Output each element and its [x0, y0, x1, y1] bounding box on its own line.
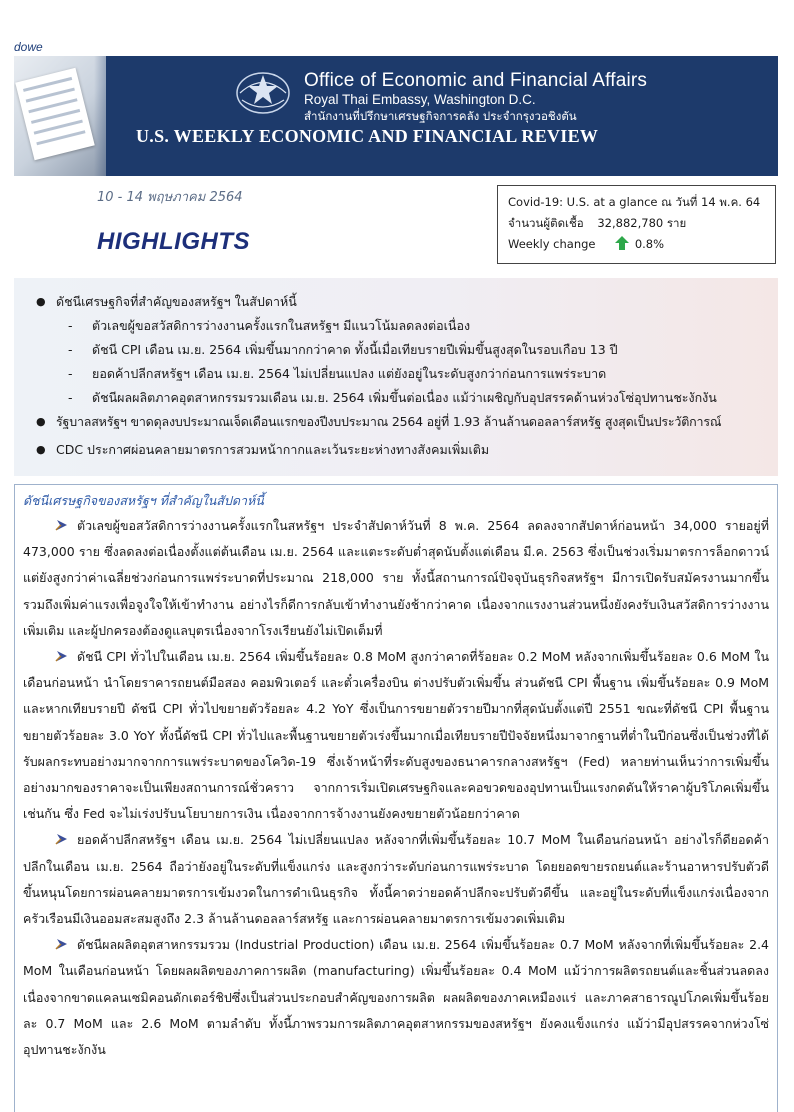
covid-change-value: 0.8% — [634, 237, 665, 251]
highlight-main-1: ● ดัชนีเศรษฐกิจที่สำคัญของสหรัฐฯ ในสัปดาห์นี้ — [30, 290, 768, 314]
highlight-sub-1: - ตัวเลขผู้ขอสวัสดิการว่างงานครั้งแรกในสหรัฐฯ มีแนวโน้มลดลงต่อเนื่อง — [30, 314, 768, 338]
highlight-sub-3: - ยอดค้าปลีกสหรัฐฯ เดือน เม.ย. 2564 ไม่เปลี่ยนแปลง แต่ยังอยู่ในระดับสูงกว่าก่อนการแพร่ระบาด — [30, 362, 768, 386]
highlights-box — [14, 278, 778, 476]
paragraph-retail-sales — [23, 827, 769, 932]
covid-change-label: Weekly change — [508, 237, 596, 251]
banner-title-th: สำนักงานที่ปรึกษาเศรษฐกิจการคลัง ประจำกรุงวอชิงตัน — [304, 109, 577, 123]
paragraph-text: ดัชนี CPI ทั่วไปในเดือน เม.ย. 2564 เพิ่มขึ้นร้อยละ 0.8 MoM สูงกว่าคาดที่ร้อยละ 0.2 MoM หลังจากเพิ่มขึ้นร้อยละ 0.6 MoM ในเดือนก่อนหน้า นำโดยราคารถยนต์มือสอง คอมพิวเตอร์ และตั๋วเครื่องบิน ต่างปรับตัวเพิ่มขึ้น ส่วนดัชนี CPI พื้นฐาน เพิ่มขึ้นร้อยละ 0.9 MoM และหากเทียบรายปี ดัชนี CPI ทั่วไปขยายตัวร้อยละ 4.2 YoY ซึ่งเป็นการขยายตัวรายปีมากที่สุดนับตั้งแต่ปี 2551 ขณะที่ดัชนี CPI พื้นฐานขยายตัวร้อยละ 3.0 YoY ทั้งนี้ดัชนี CPI ทั่วไปและพื้นฐานขยายตัวเร่งขึ้นมากเมื่อเทียบรายปีปัจจัยหนึ่งมาจากฐานที่ต่ำในปีก่อนซึ่งเป็นช่วงที่ได้รับผลกระทบอย่างมากจากการแพร่ระบาดของโควิด-19 ซึ่งเจ้าหน้าที่ระดับสูงของธนาคารกลางสหรัฐฯ (Fed) หลายท่านเห็นว่าการเพิ่มขึ้นอย่างมากของราคาจะเป็นเพียงสถานการณ์ชั่วคราว จากการเริ่มเปิดเศรษฐกิจและคอขวดของอุปทานเป็นแรงกดดันให้ราคาผู้บริโภคเพิ่มขึ้นเช่นกัน ซึ่ง Fed จะไม่เร่งปรับนโยบายการเงิน เนื่องจากการจ้างงานยังคงขยายตัวน้อยกว่าคาด — [23, 649, 769, 822]
section-title: ดัชนีเศรษฐกิจของสหรัฐฯ ที่สำคัญในสัปดาห์นี้ — [23, 493, 264, 508]
bullet-arrow-icon — [55, 518, 69, 532]
covid-cases-label: จำนวนผู้ติดเชื้อ — [508, 216, 584, 230]
covid-cases-row — [508, 213, 765, 234]
paragraph-industrial-production — [23, 932, 769, 1063]
covid-heading: Covid-19: U.S. at a glance ณ วันที่ 14 พ.ค. 64 — [508, 195, 761, 209]
bullet-arrow-icon — [55, 832, 69, 846]
highlight-main-3: ● CDC ประกาศผ่อนคลายมาตรการสวมหน้ากากและเว้นระยะห่างทางสังคมเพิ่มเติม — [30, 438, 768, 462]
highlights-heading: HIGHLIGHTS — [97, 228, 250, 255]
highlight-main-2: ● รัฐบาลสหรัฐฯ ขาดดุลงบประมาณเจ็ดเดือนแรกของปีงบประมาณ 2564 อยู่ที่ 1.93 ล้านล้านดอลลาร์สหรัฐ สูงสุดเป็นประวัติการณ์ — [30, 410, 768, 434]
banner-title-en: Office of Economic and Financial Affairs — [304, 70, 648, 91]
banner-subtitle-en: Royal Thai Embassy, Washington D.C. — [304, 92, 536, 107]
covid-summary-box — [497, 185, 776, 264]
paragraph-text: ดัชนีผลผลิตอุตสาหกรรมรวม (Industrial Production) เดือน เม.ย. 2564 เพิ่มขึ้นร้อยละ 0.7 MoM หลังจากที่เพิ่มขึ้นร้อยละ 2.4 MoM ในเดือนก่อนหน้า โดยผลผลิตของภาคการผลิต (manufacturing) เพิ่มขึ้นร้อยละ 0.4 MoM แม้ว่าการผลิตรถยนต์และชิ้นส่วนลดลงเนื่องจากขาดแคลนเซมิคอนดักเตอร์ชิปซึ่งเป็นส่วนประกอบสำคัญของการผลิต ผลผลิตของภาคเหมืองแร่ และภาคสาธารณูปโภคเพิ่มขึ้นร้อยละ 0.7 MoM และ 2.6 MoM ตามลำดับ ทั้งนี้ภาพรวมการผลิตภาคอุตสาหกรรมของสหรัฐฯ ยังคงแข็งแกร่ง แม้ว่ามีอุปสรรคจากห่วงโซ่อุปทานชะงักงัน — [23, 937, 769, 1058]
paragraph-cpi — [23, 644, 769, 827]
highlight-sub-4: - ดัชนีผลผลิตภาคอุตสาหกรรมรวมเดือน เม.ย. 2564 เพิ่มขึ้นต่อเนื่อง แม้ว่าเผชิญกับอุปสรรคด้านห่วงโซ่อุปทานชะงักงัน — [30, 386, 768, 410]
highlight-sub-2: - ดัชนี CPI เดือน เม.ย. 2564 เพิ่มขึ้นมากกว่าคาด ทั้งนี้เมื่อเทียบรายปีเพิ่มขึ้นสูงสุดในรอบเกือบ 13 ปี — [30, 338, 768, 362]
covid-change-row — [508, 234, 765, 255]
indicators-section — [14, 484, 778, 1112]
bullet-arrow-icon — [55, 937, 69, 951]
covid-cases-value: 32,882,780 ราย — [597, 216, 687, 230]
paragraph-jobless-claims — [23, 513, 769, 644]
paragraph-text: ยอดค้าปลีกสหรัฐฯ เดือน เม.ย. 2564 ไม่เปลี่ยนแปลง หลังจากที่เพิ่มขึ้นร้อยละ 10.7 MoM ในเดือนก่อนหน้า อย่างไรก็ดียอดค้าปลีกในเดือน เม.ย. 2564 ถือว่ายังอยู่ในระดับที่แข็งแกร่ง และสูงกว่าระดับก่อนการแพร่ระบาด โดยยอดขายรถยนต์และร้านอาหารปรับตัวดีขึ้นหนุนโดยการผ่อนคลายมาตรการเข้มงวดในการดำเนินธุรกิจ ทั้งนี้คาดว่ายอดค้าปลีกจะปรับตัวดีขึ้น และอยู่ในระดับที่แข็งแกร่งเนื่องจากครัวเรือนมีเงินออมสะสมสูงถึง 2.3 ล้านล้านดอลลาร์สหรัฐ และการผ่อนคลายมาตรการเข้มงวดเพิ่มเติม — [23, 832, 769, 927]
banner-review-title: U.S. WEEKLY ECONOMIC AND FINANCIAL REVIEW — [136, 126, 599, 146]
embassy-seal-icon — [232, 66, 294, 116]
banner-photo — [14, 56, 106, 176]
header-tag: dowe — [14, 40, 43, 54]
date-range: 10 - 14 พฤษภาคม 2564 — [97, 190, 243, 205]
paragraph-text: ตัวเลขผู้ขอสวัสดิการว่างงานครั้งแรกในสหรัฐฯ ประจำสัปดาห์วันที่ 8 พ.ค. 2564 ลดลงจากสัปดาห์ก่อนหน้า 34,000 รายอยู่ที่ 473,000 ราย ซึ่งลดลงต่อเนื่องตั้งแต่ต้นเดือน เม.ย. 2564 และแตะระดับต่ำสุดนับตั้งแต่เดือน มี.ค. 2563 ซึ่งเป็นช่วงเริ่มมาตรการล็อกดาวน์ แต่ยังสูงกว่าค่าเฉลี่ยช่วงก่อนการแพร่ระบาดที่ประมาณ 218,000 ราย ทั้งนี้สถานการณ์ปัจจุบันธุรกิจสหรัฐฯ มีการเปิดรับสมัครงานมากขึ้น รวมถึงเพิ่มค่าแรงเพื่อจูงใจให้เข้าทำงาน อย่างไรก็ดีการกลับเข้าทำงานยังช้ากว่าคาด เนื่องจากแรงงานส่วนหนึ่งยังคงรับเงินสวัสดิการว่างงานเพิ่มเติม และผู้ปกครองต้องดูแลบุตรเนื่องจากโรงเรียนยังไม่เปิดเต็มที่ — [23, 518, 769, 638]
header-banner — [14, 56, 778, 176]
up-arrow-icon — [613, 235, 631, 251]
bullet-arrow-icon — [55, 649, 69, 663]
